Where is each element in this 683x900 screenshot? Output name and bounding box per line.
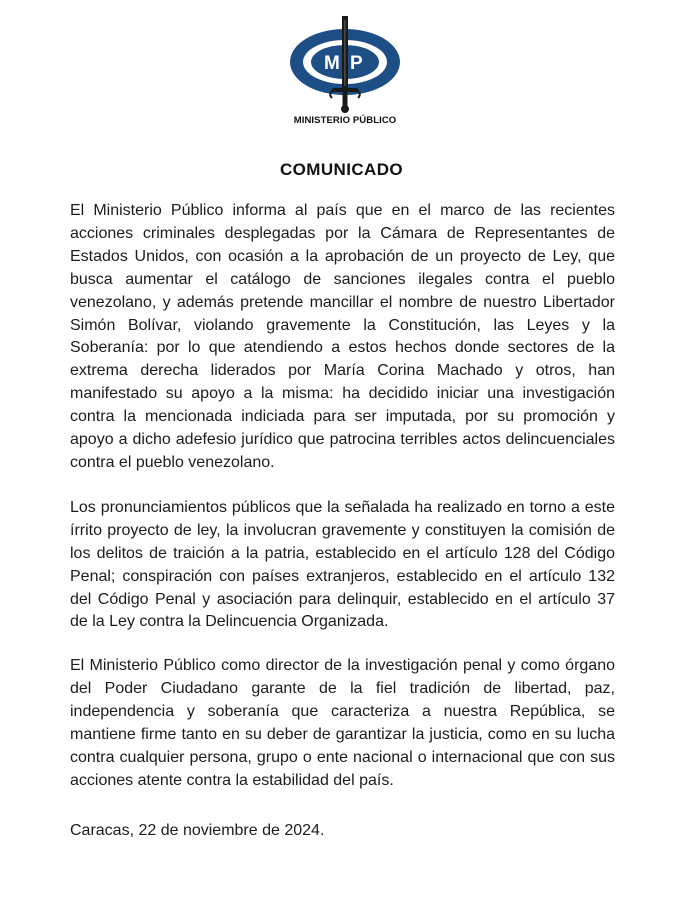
ministerio-publico-logo	[286, 14, 404, 128]
communique-body	[70, 200, 615, 815]
paragraph-1: El Ministerio Público informa al país que en el marco de las recientes acciones criminales desplegadas por la Cámara de Representantes de Estados Unidos, con ocasión a la aprobación de un proyecto de Ley, que busca aumentar el catálogo de sanciones ilegales contra el pueblo venezolano, y además pretende mancillar el nombre de nuestro Libertador Simón Bolívar, violando gravemente la Constitución, las Leyes y la Soberanía: por lo que atendiendo a estos hechos donde sectores de la extrema derecha liderados por María Corina Machado y otros, han manifestado su apoyo a la misma: ha decidido iniciar una investigación contra la mencionada indiciada para ser imputada, por su promoción y apoyo a dicho adefesio jurídico que patrocina terribles actos delincuenciales contra el pueblo venezolano.	[70, 202, 615, 471]
logo-monogram-p: P	[350, 53, 363, 74]
logo-caption: MINISTERIO PÚBLICO	[293, 115, 397, 126]
sword-emblem-icon	[286, 14, 404, 116]
page-title: COMUNICADO	[280, 160, 403, 179]
logo-monogram-m: M	[324, 53, 340, 74]
paragraph-2: Los pronunciamientos públicos que la señalada ha realizado en torno a este írrito proyecto de ley, la involucran gravemente y constituyen la comisión de los delitos de traición a la patria, establecido en el artículo 128 del Código Penal; conspiración con países extranjeros, establecido en el artículo 132 del Código Penal y asociación para delinquir, establecido en el artículo 37 de la Ley contra la Delincuencia Organizada.	[70, 498, 615, 631]
paragraph-3: El Ministerio Público como director de la investigación penal y como órgano del Poder Ciudadano garante de la fiel tradición de libertad, paz, independencia y soberanía que caracteriza a nuestra República, se mantiene firme tanto en su deber de garantizar la justicia, como en su lucha contra cualquier persona, grupo o ente nacional o internacional que con sus acciones atente contra la estabilidad del país.	[70, 657, 615, 789]
date-line: Caracas, 22 de noviembre de 2024.	[70, 822, 325, 839]
